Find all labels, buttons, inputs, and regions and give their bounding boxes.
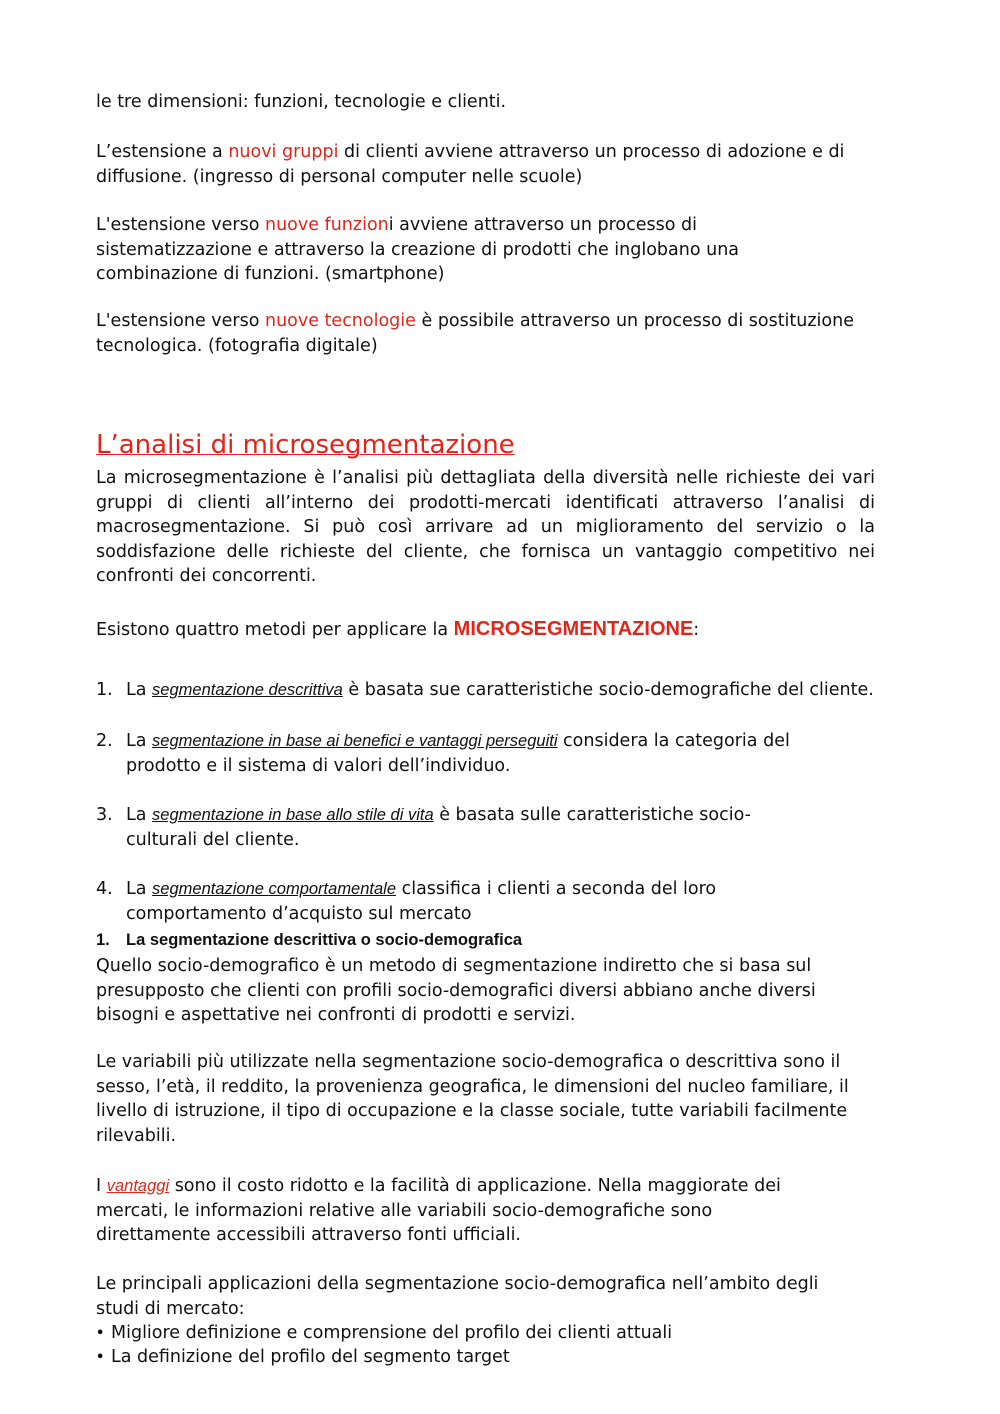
text-run: comportamento d’acquisto sul mercato [126, 903, 472, 924]
text-run: bisogni e aspettative nei confronti di prodotti e servizi. [96, 1005, 576, 1025]
highlight-nuove-tecnologie: nuove tecnologie [264, 311, 416, 331]
text-run: L'estensione verso [96, 215, 265, 235]
text-run: I [96, 1176, 107, 1196]
text-run: di clienti avviene attraverso un processo di adozione e di [338, 142, 845, 162]
text-run: direttamente accessibili attraverso fonti ufficiali. [96, 1225, 521, 1245]
text-run: mercati, le informazioni relative alle variabili socio-demografiche sono [96, 1200, 713, 1221]
text-run: livello di istruzione, il tipo di occupazione e la classe sociale, tutte variabili facilmente [96, 1101, 848, 1121]
bullet-text: Migliore definizione e comprensione del profilo dei clienti attuali [111, 1323, 673, 1343]
text-run: sistematizzazione e attraverso la creazione di prodotti che inglobano una [96, 239, 740, 260]
text-run: diffusione. (ingresso di personal computer nelle scuole) [96, 166, 583, 187]
text-run: è possibile attraverso un processo di sostituzione [415, 311, 854, 331]
list-number: 4. [96, 879, 113, 899]
text-run: La [126, 731, 153, 751]
bullet-icon: • [96, 1350, 105, 1365]
paragraph-nuove-tecnologie [96, 309, 854, 358]
text-run: : [693, 620, 700, 640]
method-term: segmentazione comportamentale [152, 880, 397, 898]
paragraph-metodi [96, 617, 699, 643]
text-run: sesso, l’età, il reddito, la provenienza geografica, le dimensioni del nucleo familiare, il [96, 1076, 849, 1097]
highlight-nuove-funzioni: nuove funzion [264, 215, 389, 235]
text-run: La [126, 805, 153, 825]
text-run: è basata sue caratteristiche socio-demografiche del cliente. [342, 680, 874, 700]
paragraph-applicazioni [96, 1272, 818, 1321]
text-run: classifica i clienti a seconda del loro [396, 879, 717, 899]
paragraph-vantaggi [96, 1174, 781, 1248]
method-term: segmentazione descrittiva [152, 681, 343, 699]
text-run: culturali del cliente. [126, 829, 300, 850]
section-heading: L’analisi di microsegmentazione [96, 430, 515, 460]
text-run: combinazione di funzioni. (smartphone) [96, 264, 445, 284]
highlight-vantaggi: vantaggi [106, 1177, 170, 1195]
highlight-microsegmentazione: MICROSEGMENTAZIONE [453, 618, 694, 640]
bullet-text: La definizione del profilo del segmento target [111, 1347, 510, 1367]
text-run: sono il costo ridotto e la facilità di applicazione. Nella maggiorate dei [169, 1176, 781, 1196]
list-item-text [126, 678, 874, 703]
text-run: tecnologica. (fotografia digitale) [96, 335, 378, 356]
text-run: L’estensione a [96, 142, 229, 162]
text-run: Le principali applicazioni della segmentazione socio-demografica nell’ambito degli [96, 1274, 819, 1294]
method-term: segmentazione in base ai benefici e vantaggi perseguiti [152, 732, 558, 750]
text-run: Le variabili più utilizzate nella segmentazione socio-demografica o descrittiva sono il [96, 1052, 841, 1072]
paragraph-nuove-funzioni [96, 213, 739, 287]
paragraph-variabili [96, 1050, 849, 1148]
list-item-text [126, 877, 716, 926]
text-run: La [126, 680, 153, 700]
text-run: Esistono quattro metodi per applicare la [96, 620, 454, 640]
list-item-text [126, 729, 790, 778]
method-term: segmentazione in base allo stile di vita [152, 806, 434, 824]
text-run: La [126, 879, 153, 899]
list-number: 2. [96, 731, 113, 751]
paragraph-dimensioni: le tre dimensioni: funzioni, tecnologie e clienti. [96, 92, 507, 112]
paragraph-socio-demografico [96, 954, 816, 1028]
highlight-nuovi-gruppi: nuovi gruppi [228, 142, 339, 162]
text-run: i avviene attraverso un processo di [388, 215, 697, 235]
list-item-text [126, 803, 751, 852]
list-number: 3. [96, 805, 113, 825]
text-run: prodotto e il sistema di valori dell’individuo. [126, 755, 511, 776]
text-run: è basata sulle caratteristiche socio- [433, 805, 751, 825]
text-run: presupposto che clienti con profili socio-demografici diversi abbiano anche diversi [96, 980, 816, 1001]
text-run: studi di mercato: [96, 1298, 245, 1319]
text-run: L'estensione verso [96, 311, 265, 331]
subsection-title: La segmentazione descrittiva o socio-demografica [126, 931, 523, 949]
paragraph-nuovi-gruppi [96, 140, 844, 189]
text-run: rilevabili. [96, 1125, 177, 1146]
subsection-number: 1. [96, 931, 110, 949]
paragraph-microsegmentazione: La microsegmentazione è l’analisi più dettagliata della diversità nelle richieste dei vari gruppi di clienti all’interno dei prodotti-mercati identificati attraverso l’analisi di macrosegmentazione. Si può così arrivare ad un miglioramento del servizio o la soddisfazione delle richieste del cliente, che fornisca un vantaggio competitivo nei confronti dei concorrenti. [96, 468, 875, 586]
list-number: 1. [96, 680, 113, 700]
text-run: considera la categoria del [557, 731, 790, 751]
text-run: Quello socio-demografico è un metodo di segmentazione indiretto che si basa sul [96, 956, 812, 976]
bullet-icon: • [96, 1326, 105, 1341]
